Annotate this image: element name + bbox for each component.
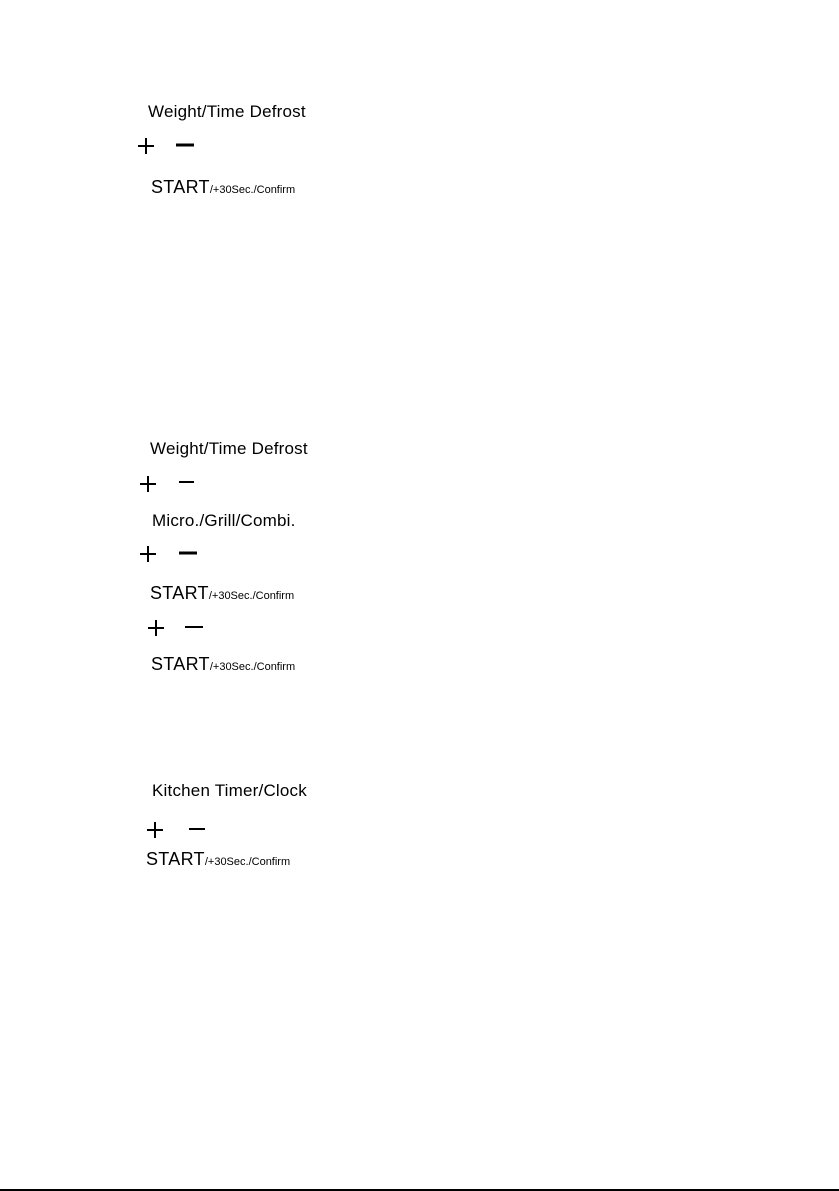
start-label: START [151, 177, 210, 197]
plus-icon [140, 546, 156, 562]
plus-minus-keys [139, 546, 199, 562]
start-confirm-key-label [150, 584, 294, 602]
plus-minus-keys [139, 476, 199, 492]
plus-minus-keys [137, 138, 197, 154]
plus-icon [147, 822, 163, 838]
plus-30sec-confirm-label: /+30Sec./Confirm [204, 856, 291, 868]
start-confirm-key-label [146, 850, 290, 868]
plus-icon [138, 138, 154, 154]
plus-minus-keys [146, 822, 206, 838]
plus-icon [140, 476, 156, 492]
plus-30sec-confirm-label: /+30Sec./Confirm [209, 661, 296, 673]
start-confirm-key-label [151, 655, 295, 673]
start-label: START [146, 849, 205, 869]
micro-grill-combi-key-label: Micro./Grill/Combi. [152, 511, 296, 530]
plus-icon [148, 620, 164, 636]
plus-minus-keys [147, 620, 207, 636]
weight-time-defrost-key-label: Weight/Time Defrost [148, 102, 306, 121]
start-label: START [151, 654, 210, 674]
plus-30sec-confirm-label: /+30Sec./Confirm [209, 184, 296, 196]
start-confirm-key-label [151, 178, 295, 196]
start-label: START [150, 583, 209, 603]
plus-30sec-confirm-label: /+30Sec./Confirm [208, 590, 295, 602]
weight-time-defrost-key-label: Weight/Time Defrost [150, 439, 308, 458]
kitchen-timer-clock-key-label: Kitchen Timer/Clock [152, 781, 307, 800]
